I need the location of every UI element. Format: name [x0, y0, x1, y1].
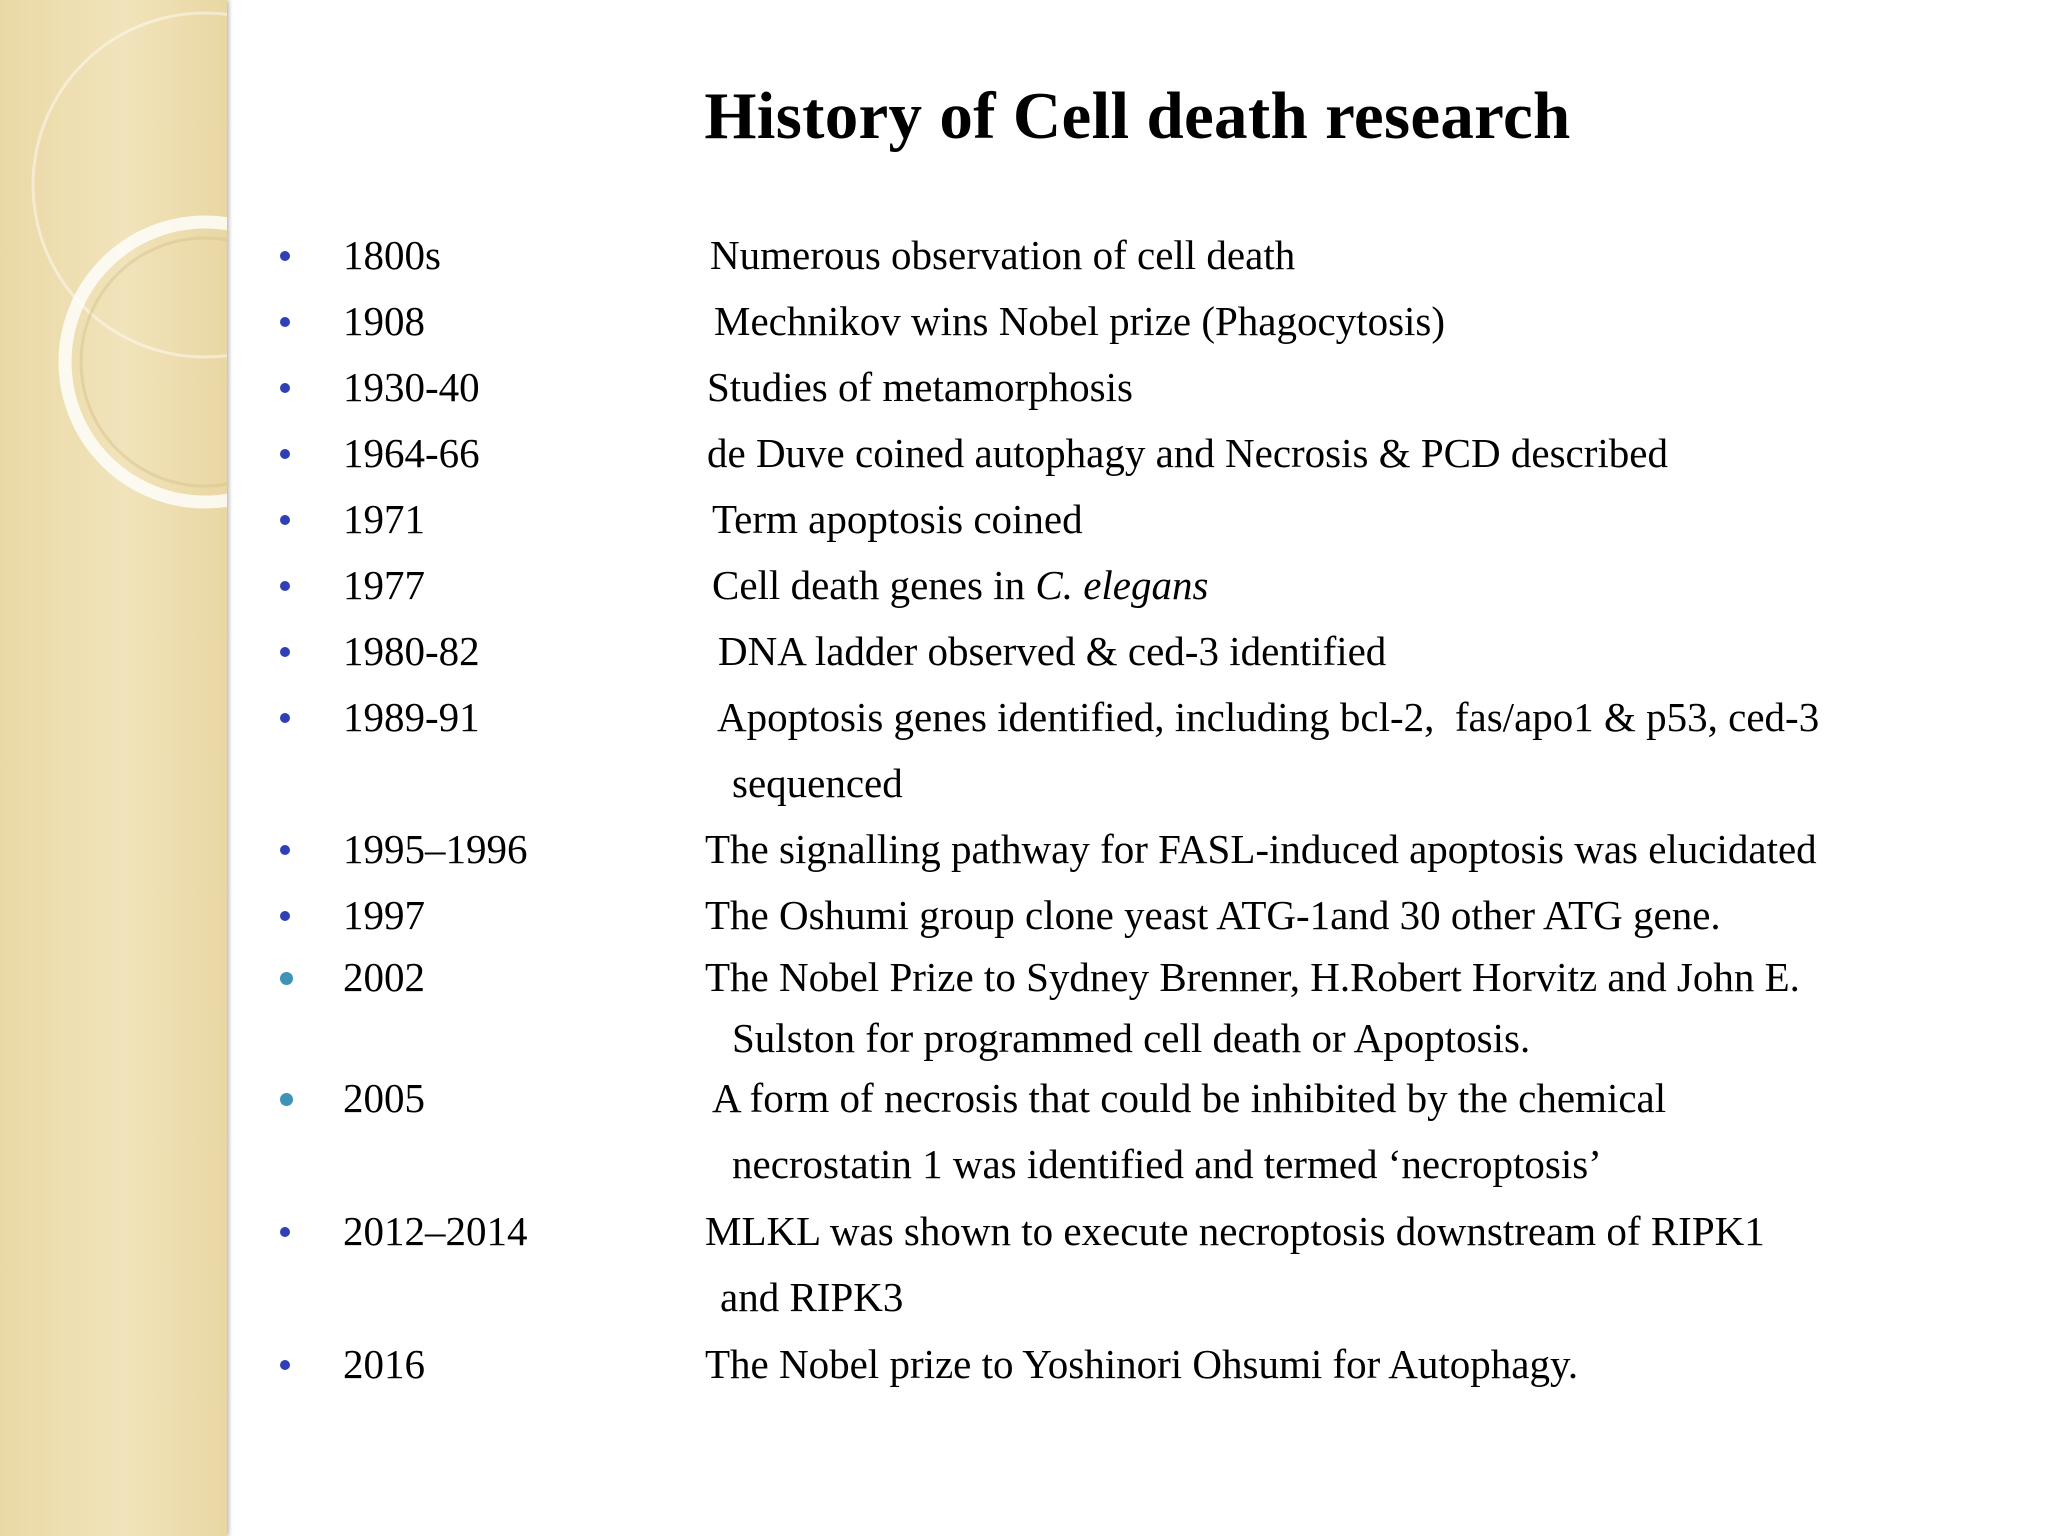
bullet-icon [280, 972, 293, 985]
bullet-icon [280, 845, 290, 855]
timeline-year: 2016 [343, 1341, 425, 1387]
bullet-icon [280, 1093, 293, 1106]
timeline-description: DNA ladder observed & ced-3 identified [718, 628, 1387, 674]
timeline-description-continuation: necrostatin 1 was identified and termed ‘necroptosis’ [732, 1141, 1602, 1187]
timeline-description: Numerous observation of cell death [710, 232, 1296, 278]
timeline-description-continuation: and RIPK3 [720, 1274, 904, 1320]
timeline-description-text: Cell death genes in [712, 562, 1036, 608]
timeline-year: 1908 [343, 298, 425, 344]
timeline-year: 1980-82 [343, 628, 480, 674]
timeline-year: 1977 [343, 562, 425, 608]
decorative-side-panel [0, 0, 227, 1536]
bullet-icon [280, 1227, 290, 1237]
timeline-year: 1964-66 [343, 430, 480, 476]
timeline-description [712, 563, 1208, 607]
slide-title: History of Cell death research [704, 79, 1571, 153]
decorative-rings-graphic [0, 0, 227, 1536]
timeline-year: 2012–2014 [343, 1208, 528, 1254]
timeline-description: MLKL was shown to execute necroptosis downstream of RIPK1 [705, 1208, 1765, 1254]
timeline-description: Apoptosis genes identified, including bcl-2, fas/apo1 & p53, ced-3 [717, 694, 1820, 740]
timeline-year: 1989-91 [343, 694, 480, 740]
timeline-description: The Oshumi group clone yeast ATG-1and 30 other ATG gene. [705, 892, 1721, 938]
bullet-icon [280, 713, 290, 723]
timeline-description: de Duve coined autophagy and Necrosis & PCD described [707, 430, 1668, 476]
timeline-year: 1995–1996 [343, 826, 528, 872]
bullet-icon [280, 581, 290, 591]
timeline-description: The Nobel Prize to Sydney Brenner, H.Robert Horvitz and John E. [705, 954, 1800, 1000]
bullet-icon [280, 1360, 290, 1370]
bullet-icon [280, 251, 290, 261]
bullet-icon [280, 449, 290, 459]
bullet-icon [280, 647, 290, 657]
bullet-icon [280, 911, 290, 921]
timeline-year: 1997 [343, 892, 425, 938]
timeline-year: 1930-40 [343, 364, 480, 410]
timeline-year: 1800s [343, 232, 441, 278]
timeline-description: Mechnikov wins Nobel prize (Phagocytosis) [714, 298, 1446, 344]
timeline-description: The signalling pathway for FASL-induced apoptosis was elucidated [705, 826, 1817, 872]
timeline-description: The Nobel prize to Yoshinori Ohsumi for Autophagy. [705, 1341, 1579, 1387]
timeline-description-continuation: Sulston for programmed cell death or Apoptosis. [732, 1015, 1531, 1061]
timeline-year: 2002 [343, 954, 425, 1000]
species-name: C. elegans [1035, 562, 1209, 608]
timeline-description: Studies of metamorphosis [707, 364, 1133, 410]
timeline-year: 2005 [343, 1075, 425, 1121]
bullet-icon [280, 317, 290, 327]
timeline-description: Term apoptosis coined [712, 496, 1083, 542]
timeline-description-continuation: sequenced [732, 760, 903, 806]
timeline-year: 1971 [343, 496, 425, 542]
timeline-description: A form of necrosis that could be inhibited by the chemical [712, 1075, 1667, 1121]
bullet-icon [280, 383, 290, 393]
bullet-icon [280, 515, 290, 525]
